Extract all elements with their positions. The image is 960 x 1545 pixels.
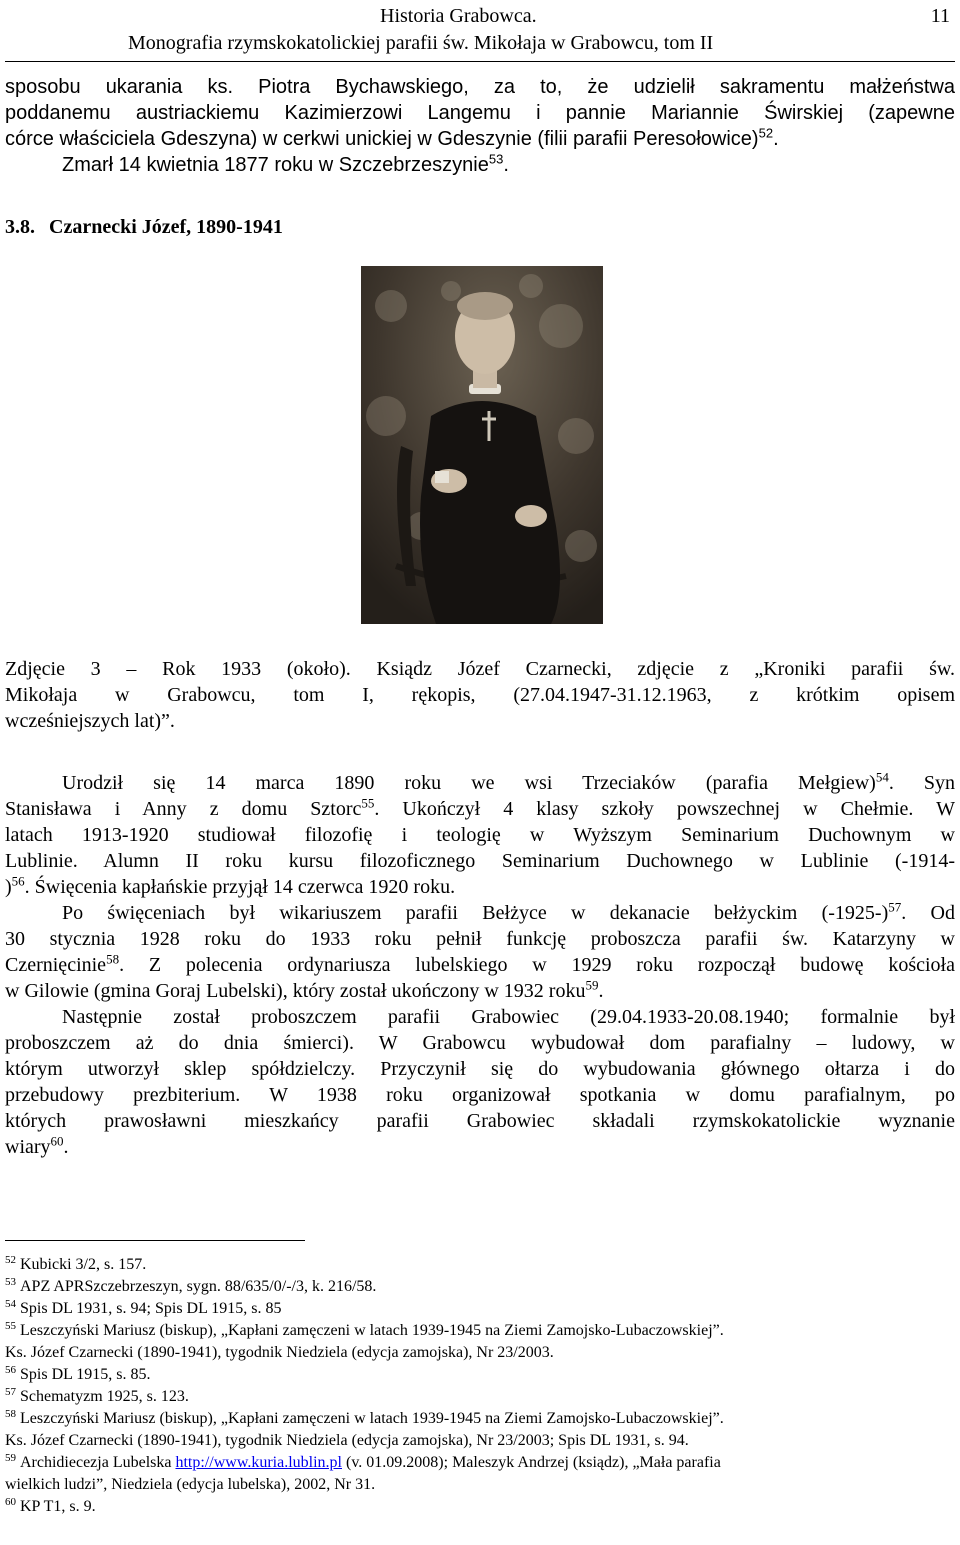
portrait-photo — [361, 266, 603, 624]
footnote-continuation: Ks. Józef Czarnecki (1890-1941), tygodnik Niedziela (edycja zamojska), Nr 23/2003; Spis DL 1931, s. 94. — [5, 1432, 689, 1449]
footnote-ref[interactable]: 60 — [50, 1133, 64, 1149]
text-line: którym utworzył sklep spółdzielczy. Przyczynił się do wybudowania głównego ołtarza i do — [5, 1058, 955, 1080]
footnote-ref[interactable]: 57 — [888, 899, 902, 915]
biography-text — [5, 770, 955, 1160]
footnote: $^{60}$ KP T1, s. 9. — [5, 1495, 96, 1515]
footnote-ref[interactable]: 52 — [758, 125, 774, 141]
running-header-title: Historia Grabowca. — [380, 5, 537, 27]
footnote: $^{57}$ Schematyzm 1925, s. 123. — [5, 1385, 189, 1405]
section-heading — [5, 214, 283, 240]
footnote-ref[interactable]: 58 — [106, 951, 120, 967]
footnote: $^{54}$ Spis DL 1931, s. 94; Spis DL 1915, s. 85 — [5, 1297, 282, 1317]
footnote-ref[interactable]: 55 — [361, 795, 375, 811]
text-line: w Gilowie (gmina Goraj Lubelski), który został ukończony w 1932 roku$^{59}$. — [5, 977, 604, 1002]
section-title: Czarnecki Józef, 1890-1941 — [49, 216, 283, 238]
footnote-continuation: wielkich ludzi”, Niedziela (edycja lubelska), 2002, Nr 31. — [5, 1476, 376, 1493]
footnote-rule — [5, 1240, 305, 1241]
text-line: Stanisława i Anny z domu Sztorc$^{55}$. Ukończył 4 klasy szkoły powszechnej w Chełmie. W — [5, 795, 956, 820]
text-line: Następnie został proboszczem parafii Grabowiec (29.04.1933-20.08.1940; formalnie był — [62, 1006, 955, 1028]
footnote: $^{53}$ APZ APRSzczebrzeszyn, sygn. 88/635/0/-/3, k. 216/58. — [5, 1275, 377, 1295]
text-line: córce właściciela Gdeszyna) w cerkwi unickiej w Gdeszynie (filii parafii Peresołowice)$^{52}$. — [5, 125, 779, 150]
text-line: poddanemu austriackiemu Kazimierzowi Langemu i pannie Mariannie Świrskiej (zapewne — [5, 102, 955, 124]
text-line: wiary$^{60}$. — [5, 1133, 69, 1158]
footnote-continuation: Ks. Józef Czarnecki (1890-1941), tygodnik Niedziela (edycja zamojska), Nr 23/2003. — [5, 1344, 554, 1361]
footnotes — [5, 1254, 955, 1518]
header-rule — [5, 61, 955, 62]
footnote: $^{56}$ Spis DL 1915, s. 85. — [5, 1363, 151, 1383]
text-line: 30 stycznia 1928 roku do 1933 roku pełnił funkcję proboszcza parafii św. Katarzyny w — [5, 928, 955, 950]
text-line: Urodził się 14 marca 1890 roku we wsi Trzeciaków (parafia Mełgiew)$^{54}$. Syn — [62, 769, 955, 794]
footnote-ref[interactable]: 59 — [585, 977, 599, 993]
footnote: $^{55}$ Leszczyński Mariusz (biskup), „Kapłani zamęczeni w latach 1939-1945 na Ziemi Zamojsko-Lubaczowskiej”. — [5, 1319, 724, 1339]
page-number: 11 — [930, 5, 950, 27]
text-line: Lublinie. Alumn II roku kursu filozoficznego Seminarium Duchownego w Lublinie (-1914- — [5, 850, 955, 872]
footnote-ref[interactable]: 56 — [11, 873, 25, 889]
footnote-ref[interactable]: 53 — [488, 151, 504, 167]
text-line: Czernięcinie$^{58}$. Z polecenia ordynariusza lubelskiego w 1929 roku rozpoczął budowę kościoła — [5, 951, 955, 976]
caption-line: wcześniejszych lat)”. — [5, 710, 175, 732]
caption-line: Mikołaja w Grabowcu, tom I, rękopis, (27.04.1947-31.12.1963, z krótkim opisem — [5, 684, 955, 706]
text-line: przebudowy prezbiterium. W 1938 roku organizował spotkania w domu parafialnym, po — [5, 1084, 955, 1106]
kuria-link[interactable]: http://www.kuria.lublin.pl — [175, 1454, 342, 1471]
text-line: których prawosławni mieszkańcy parafii Grabowiec składali rzymskokatolickie wyznanie — [5, 1110, 955, 1132]
text-line: proboszczem aż do dnia śmierci). W Grabowcu wybudował dom parafialny – ludowy, w — [5, 1032, 955, 1054]
text-line: sposobu ukarania ks. Piotra Bychawskiego, za to, że udzielił sakramentu małżeństwa — [5, 76, 955, 98]
text-line: Zmarł 14 kwietnia 1877 roku w Szczebrzeszynie$^{53}$. — [62, 151, 509, 176]
footnote: $^{52}$ Kubicki 3/2, s. 157. — [5, 1253, 147, 1273]
text-line: latach 1913-1920 studiował filozofię i teologię w Wyższym Seminarium Duchownym w — [5, 824, 955, 846]
portrait-photo-image — [361, 266, 603, 624]
footnote: $^{58}$ Leszczyński Mariusz (biskup), „Kapłani zamęczeni w latach 1939-1945 na Ziemi Zamojsko-Lubaczowskiej”. — [5, 1407, 724, 1427]
footnote-ref[interactable]: 54 — [875, 769, 889, 785]
section-number: 3.8. — [5, 216, 35, 238]
running-header-subtitle: Monografia rzymskokatolickiej parafii św. Mikołaja w Grabowcu, tom II — [128, 32, 714, 54]
intro-paragraph — [5, 74, 955, 178]
text-line: Po święceniach był wikariuszem parafii Bełżyce w dekanacie bełżyckim $(-1925-)^{57}$. Od — [62, 899, 955, 924]
caption-line: Zdjęcie 3 – Rok 1933 (około). Ksiądz Józef Czarnecki, zdjęcie z „Kroniki parafii św. — [5, 658, 955, 680]
footnote: $^{59}$ Archidiecezja Lubelska http://www.kuria.lublin.pl (v. 01.09.2008); Maleszyk Andrzej (ksiądz), „Mała parafia — [5, 1451, 721, 1471]
text-line: )$^{56}$. Święcenia kapłańskie przyjął 14 czerwca 1920 roku. — [5, 873, 456, 898]
photo-caption — [5, 656, 955, 734]
